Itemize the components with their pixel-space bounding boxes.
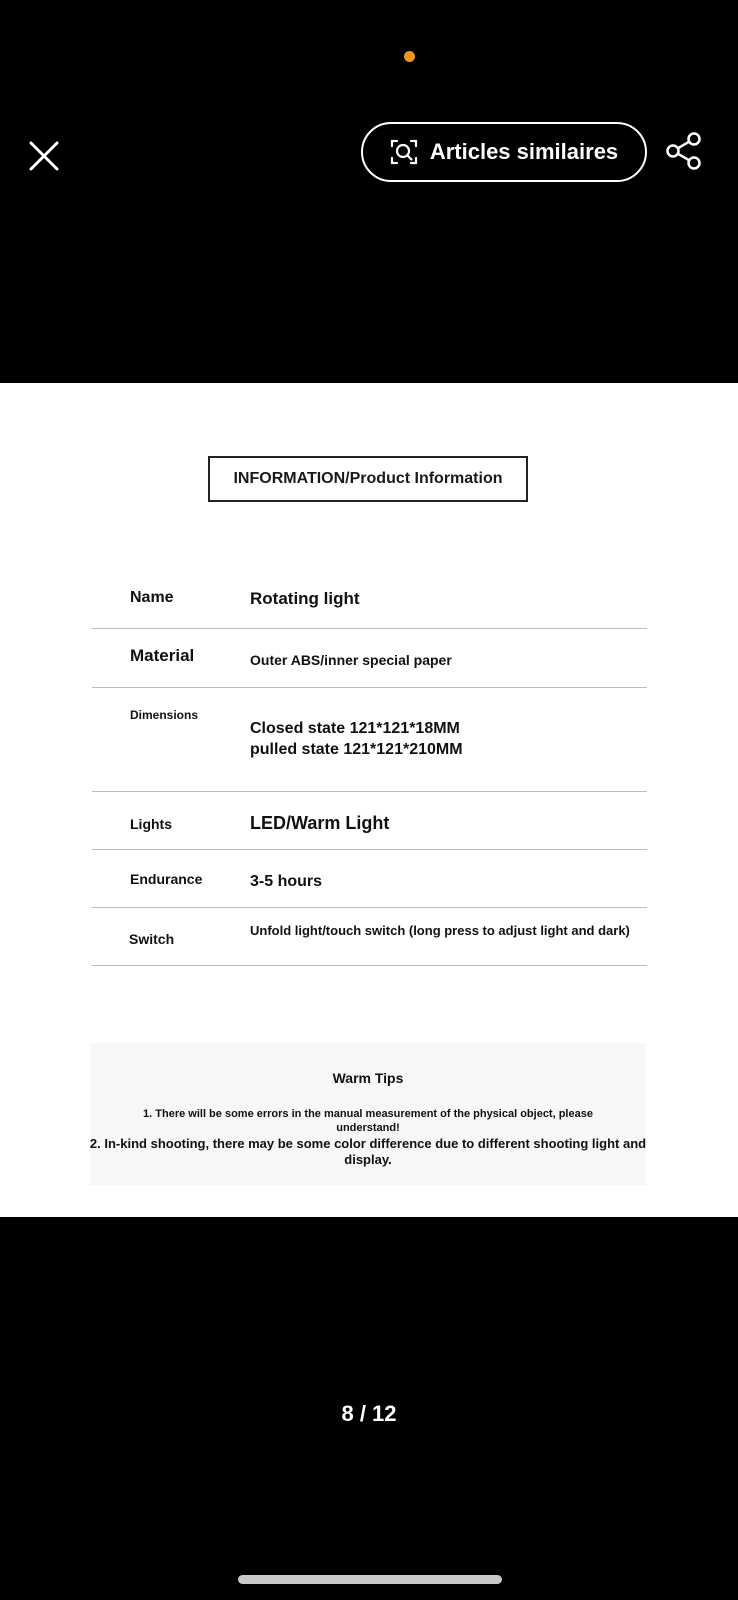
spec-row-lights xyxy=(92,792,647,850)
image-search-icon xyxy=(390,138,418,166)
page-counter: 8 / 12 xyxy=(341,1401,397,1426)
spec-value: Rotating light xyxy=(250,589,360,608)
spec-value: Unfold light/touch switch (long press to adjust light and dark) xyxy=(250,923,630,938)
spec-label: Lights xyxy=(130,816,172,832)
spec-label: Switch xyxy=(129,931,175,947)
spec-label: Dimensions xyxy=(130,708,199,722)
spec-value: LED/Warm Light xyxy=(250,813,390,833)
warm-tips-title: Warm Tips xyxy=(332,1070,404,1086)
status-indicator-dot xyxy=(404,51,415,62)
warm-tip-2: 2. In-kind shooting, there may be some color difference due to different shooting light and display. xyxy=(89,1136,647,1167)
spec-value: 3-5 hours xyxy=(250,873,323,890)
spec-label: Material xyxy=(130,646,195,665)
share-icon xyxy=(664,131,704,171)
similar-items-button[interactable] xyxy=(361,122,647,182)
close-button[interactable] xyxy=(26,138,62,174)
spec-value-group xyxy=(250,718,639,760)
spec-label: Name xyxy=(130,589,174,606)
share-button[interactable] xyxy=(664,131,704,171)
home-indicator[interactable] xyxy=(238,1575,502,1584)
spec-row-name xyxy=(92,573,647,629)
spec-label: Endurance xyxy=(130,871,203,887)
spec-row-dimensions xyxy=(92,688,647,792)
product-image[interactable] xyxy=(0,383,738,1217)
spec-row-switch xyxy=(92,908,647,966)
dimensions-pulled: pulled state 121*121*210MM xyxy=(250,741,463,758)
warm-tips-box xyxy=(90,1043,646,1185)
warm-tip-1: 1. There will be some errors in the manual measurement of the physical object, please understand! xyxy=(143,1108,593,1134)
info-heading: INFORMATION/Product Information xyxy=(208,456,528,502)
close-icon xyxy=(26,138,62,174)
spec-row-material xyxy=(92,629,647,688)
spec-row-endurance xyxy=(92,850,647,908)
spec-value: Outer ABS/inner special paper xyxy=(250,652,452,668)
similar-items-label: Articles similaires xyxy=(429,139,619,164)
dimensions-closed: Closed state 121*121*18MM xyxy=(250,720,460,737)
spec-table xyxy=(92,573,647,966)
